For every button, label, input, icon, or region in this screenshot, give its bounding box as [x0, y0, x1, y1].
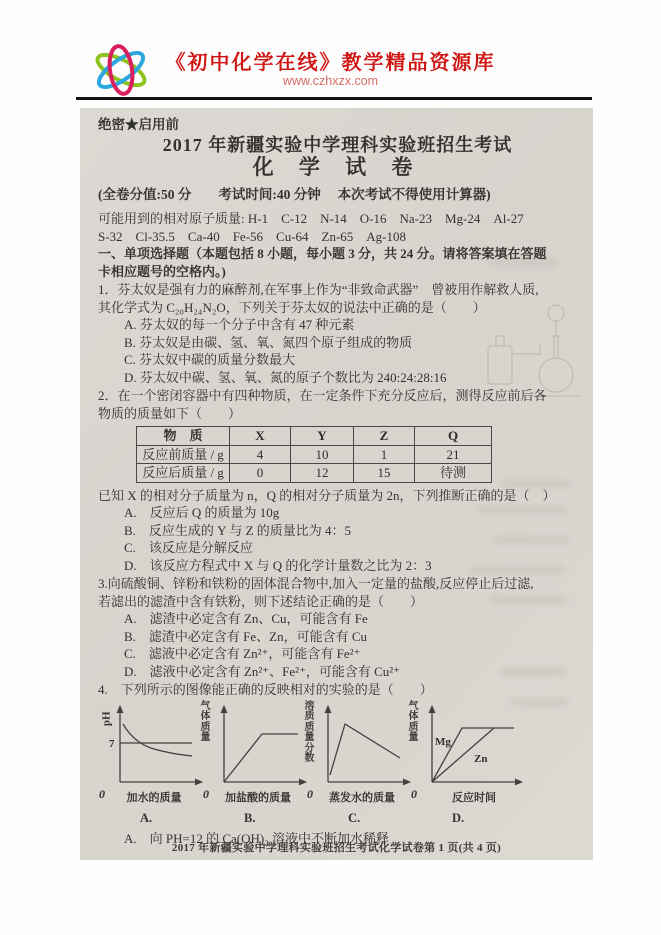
q2-line1: 2．在一个密闭容器中有四种物质，在一定条件下充分反应后，测得反应前后各 — [98, 388, 547, 403]
table-cell: 反应后质量 / g — [137, 464, 230, 483]
graph-a-origin: 0 — [99, 786, 105, 801]
paper-content — [80, 108, 593, 847]
site-url: www.czhxzx.com — [282, 74, 379, 88]
section1-header-line2: 卡相应题号的空格内。) — [98, 263, 226, 279]
graph-b-ylabel: 气体质量 — [200, 700, 211, 743]
q2-line2: 物质的质量如下（ ） — [98, 405, 242, 421]
graph-c-ylabel: 溶质质量分数 — [304, 700, 315, 764]
q3-option-c: C. 滤液中必定含有 Zn²⁺，可能含有 Fe²⁺ — [124, 646, 361, 661]
site-header — [0, 0, 661, 97]
q1-option-b: B. 芬太奴是由碳、氢、氧、氮四个原子组成的物质 — [124, 334, 413, 350]
table-cell: Y — [291, 427, 354, 446]
q2-option-a: A. 反应后 Q 的质量为 10g — [124, 505, 280, 520]
q3-option-d: D. 滤液中必定含有 Zn²⁺、Fe²⁺，可能含有 Cu²⁺ — [124, 663, 401, 679]
security-note: 绝密★启用前 — [98, 117, 179, 132]
q2-option-b: B. 反应生成的 Y 与 Z 的质量比为 4：5 — [124, 522, 352, 538]
table-cell: 4 — [230, 445, 291, 464]
q2-option-c: C. 该反应是分解反应 — [124, 540, 253, 555]
subject-title: 化 学 试 卷 — [252, 155, 423, 179]
q3-line1: 3.向硫酸铜、锌粉和铁粉的固体混合物中,加入一定量的盐酸,反应停止后过滤, — [98, 576, 534, 591]
graph-b-plot — [210, 702, 310, 790]
graph-d-plot — [418, 702, 528, 790]
table-cell: 15 — [354, 464, 415, 483]
q3-option-b: B. 滤渣中必定含有 Fe、Zn，可能含有 Cu — [124, 628, 368, 644]
q1-option-d: D. 芬太奴中碳、氢、氧、氮的原子个数比为 240:24:28:16 — [124, 369, 447, 385]
graph-panel-c — [306, 702, 410, 830]
graph-c-plot — [314, 702, 414, 790]
q4-option-a: A. 向 PH=12 的 Ca(OH)₂ 溶液中不断加水稀释 — [124, 830, 389, 846]
table-cell: 0 — [230, 464, 291, 483]
graph-b-xlabel: 加盐酸的质量 — [225, 791, 291, 804]
q3-option-a: A. 滤渣中必定含有 Zn、Cu，可能含有 Fe — [124, 611, 368, 626]
site-title: 《初中化学在线》教学精品资源库 — [165, 52, 496, 74]
graph-a-xlabel: 加水的质量 — [126, 791, 182, 804]
graph-c-xlabel: 蒸发水的质量 — [329, 791, 395, 804]
graph-a-tick-7: 7 — [109, 737, 115, 750]
atomic-masses-line1: 可能用到的相对原子质量: H-1 C-12 N-14 O-16 Na-23 Mg-24 Al-27 — [98, 211, 524, 226]
table-cell: 待测 — [415, 464, 492, 483]
table-cell: Z — [354, 427, 415, 446]
table-cell: 1 — [354, 445, 415, 464]
exam-paper-photo — [80, 108, 593, 860]
graph-panel-d — [410, 702, 550, 830]
graph-a-plot — [106, 702, 206, 790]
graph-a-label: A. — [140, 810, 153, 825]
q1-option-c: C. 芬太奴中碳的质量分数最大 — [124, 352, 296, 367]
graph-b-label: B. — [244, 810, 256, 825]
section1-header-line1: 一、单项选择题（本题包括 8 小题，每小题 3 分，共 24 分。请将答案填在答题 — [98, 246, 547, 261]
q4-line1: 4. 下列所示的图像能正确的反映相对的实验的是（ ） — [98, 682, 433, 697]
q1-line1: 1．芬太奴是强有力的麻醉剂,在军事上作为“非致命武器” 曾被用作解救人质, — [98, 282, 539, 297]
q3-line2: 若滤出的滤渣中含有铁粉，则下述结论正确的是（ ） — [98, 593, 424, 609]
reaction-mass-table — [136, 426, 492, 483]
header-divider — [76, 97, 592, 100]
q1-line2: 其化学式为 C₂₀H₂₄N₂O，下列关于芬太奴的说法中正确的是（ ） — [98, 299, 486, 315]
table-cell: 12 — [291, 464, 354, 483]
graph-panel-a — [98, 702, 202, 830]
q4-graphs — [98, 702, 577, 830]
graph-d-series-mg-label: Mg — [435, 735, 451, 748]
table-row — [137, 464, 492, 483]
exam-title: 2017 年新疆实验中学理科实验班招生考试 — [162, 134, 513, 155]
table-cell: Q — [415, 427, 492, 446]
atomic-masses-line2: S-32 Cl-35.5 Ca-40 Fe-56 Cu-64 Zn-65 Ag-108 — [98, 228, 407, 244]
graph-a-ylabel: pH — [100, 710, 113, 726]
graph-c-label: C. — [348, 810, 361, 825]
q2-line3: 已知 X 的相对分子质量为 n，Q 的相对分子质量为 2n，下列推断正确的是（ ） — [98, 487, 556, 503]
table-cell: 物 质 — [137, 427, 230, 446]
exam-meta: (全卷分值:50 分 考试时间:40 分钟 本次考试不得使用计算器) — [98, 186, 491, 202]
graph-d-xlabel: 反应时间 — [452, 791, 496, 804]
table-row — [137, 445, 492, 464]
graph-panel-b — [202, 702, 306, 830]
graph-d-origin: 0 — [411, 786, 417, 801]
table-cell: 反应前质量 / g — [137, 445, 230, 464]
table-cell: 10 — [291, 445, 354, 464]
graph-d-label: D. — [452, 810, 465, 825]
q2-option-d: D. 该反应方程式中 X 与 Q 的化学计量数之比为 2：3 — [124, 557, 432, 573]
graph-d-series-zn-label: Zn — [474, 752, 488, 765]
page-footer: 2017 年新疆实验中学理科实验班招生考试化学试卷第 1 页(共 4 页) — [171, 842, 502, 854]
graph-b-origin: 0 — [203, 786, 209, 801]
table-cell: 21 — [415, 445, 492, 464]
graph-d-ylabel: 气体质量 — [408, 700, 419, 743]
table-row — [137, 427, 492, 446]
table-cell: X — [230, 427, 291, 446]
q1-option-a: A. 芬太奴的每一个分子中含有 47 种元素 — [124, 317, 355, 332]
graph-c-origin: 0 — [307, 786, 313, 801]
